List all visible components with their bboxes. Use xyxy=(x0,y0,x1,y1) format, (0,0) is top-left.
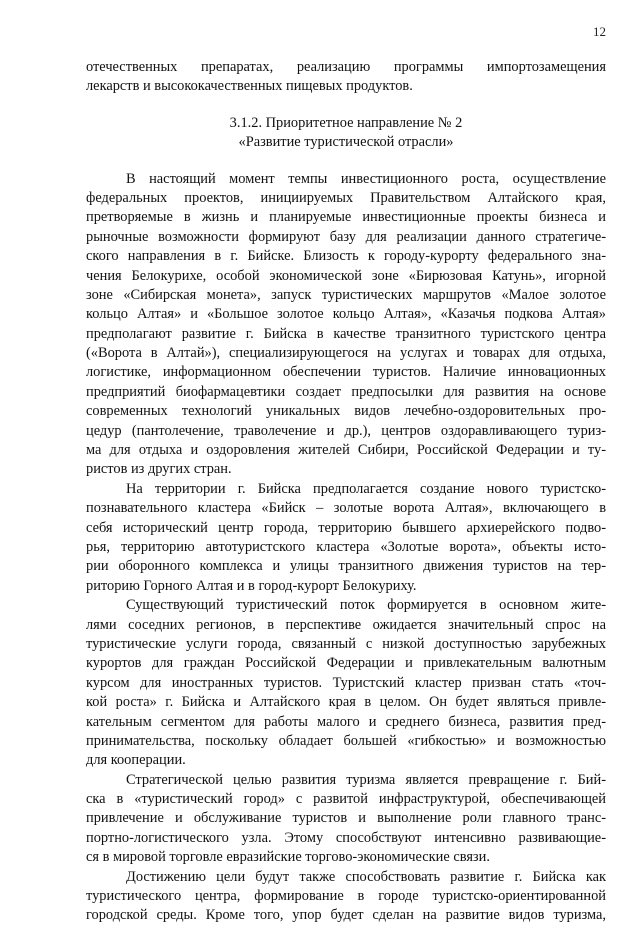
text-line: себя исторический центр города, территорию бывшего архиерейского подво- xyxy=(86,519,606,536)
text-line: Стратегической целью развития туризма является превращение г. Бий- xyxy=(126,771,606,788)
text-line: современных технологий уникальных видов лечебно-оздоровительных про- xyxy=(86,403,606,420)
text-line: городской среды. Кроме того, упор будет сделан на развитие видов туризма, xyxy=(86,907,606,924)
text-line: лекарств и высококачественных пищевых продуктов. xyxy=(86,78,413,95)
text-line: цедур (пантолечение, траволечение и др.), центров оздоравливающего туриз- xyxy=(86,422,606,439)
text-line: чения Белокурихе, особой экономической зоне «Бирюзовая Катунь», игорной xyxy=(86,267,606,284)
text-line: отечественных препаратах, реализацию программы импортозамещения xyxy=(86,59,606,75)
text-line: кательным сегментом для работы малого и среднего бизнеса, развития пред- xyxy=(86,713,606,730)
text-line: ся в мировой торговле евразийские торгово-экономические связи. xyxy=(86,849,490,866)
text-line: кой роста» г. Бийска и Алтайского края в целом. Он будет являться привле- xyxy=(86,694,606,711)
text-line: ска в «туристический город» с развитой инфраструктурой, обеспечивающей xyxy=(86,791,606,808)
page-number: 12 xyxy=(593,24,606,39)
text-line: привлечение и обслуживание туристов и выполнение роли главного транс- xyxy=(86,810,606,827)
text-line: принимательства, поскольку обладает большей «гибкостью» и возможностью xyxy=(86,732,606,749)
text-line: портно-логистического узла. Этому способствуют интенсивно развивающие- xyxy=(86,829,606,846)
text-body xyxy=(86,58,606,926)
text-line: лями соседних регионов, в перспективе ожидается значительный спрос на xyxy=(86,616,606,633)
text-line: познавательного кластера «Бийск – золотые ворота Алтая», включающего в xyxy=(86,500,606,517)
text-line: На территории г. Бийска предполагается создание нового туристско- xyxy=(126,480,606,497)
text-line: Существующий туристический поток формируется в основном жите- xyxy=(126,597,606,614)
text-line: курсом для иностранных туристов. Туристский кластер призван стать «точ- xyxy=(86,674,606,691)
text-line: Достижению цели будут также способствовать развитие г. Бийска как xyxy=(126,868,606,885)
section-heading-title: «Развитие туристической отрасли» xyxy=(238,134,454,151)
text-line: кольцо Алтая» и «Большое золотое кольцо Алтая», «Казачья подкова Алтая» xyxy=(86,306,606,323)
text-line: рыночные возможности формируют базу для реализации данного стратегиче- xyxy=(86,228,606,245)
text-line: ского направления в г. Бийске. Близость к городу-курорту федерального зна- xyxy=(86,248,606,265)
text-line: В настоящий момент темпы инвестиционного роста, осуществление xyxy=(126,170,606,187)
text-line: («Ворота в Алтай»), специализирующегося на услугах и товарах для отдыха, xyxy=(86,345,606,362)
text-line: предполагают развитие г. Бийска в качестве транзитного туристского центра xyxy=(86,325,606,342)
text-line: для кооперации. xyxy=(86,752,186,769)
text-line: туристические услуги города, связанный с низкой доступностью зарубежных xyxy=(86,635,606,652)
text-line: предприятий биофармацевтики создает предпосылки для развития на основе xyxy=(86,383,606,400)
text-line: риторию Горного Алтая и в город-курорт Белокуриху. xyxy=(86,577,417,594)
text-line: курортов для граждан Российской Федерации и привлекательным валютным xyxy=(86,655,606,672)
text-line: туристического центра, формирование в городе туристско-ориентированной xyxy=(86,888,606,905)
text-line: ристов из других стран. xyxy=(86,461,232,478)
text-line: зоне «Сибирская монета», запуск туристических маршрутов «Малое золотое xyxy=(86,286,606,303)
text-line: федеральных проектов, инициируемых Правительством Алтайского края, xyxy=(86,189,606,206)
text-line: логистике, информационном обеспечении туристов. Наличие инновационных xyxy=(86,364,606,381)
text-line: претворяемые в жизнь и планируемые инвестиционные проекты бизнеса и xyxy=(86,209,606,226)
text-line: рья, территорию автотуристского кластера «Золотые ворота», объекты исто- xyxy=(86,538,606,555)
text-line: рии оборонного комплекса и улицы транзитного движения туристов на тер- xyxy=(86,558,606,575)
section-body xyxy=(86,170,606,926)
section-heading-number: 3.1.2. Приоритетное направление № 2 xyxy=(229,114,463,131)
text-line: ма для отдыха и оздоровления жителей Сибири, Российской Федерации и ту- xyxy=(86,442,606,459)
